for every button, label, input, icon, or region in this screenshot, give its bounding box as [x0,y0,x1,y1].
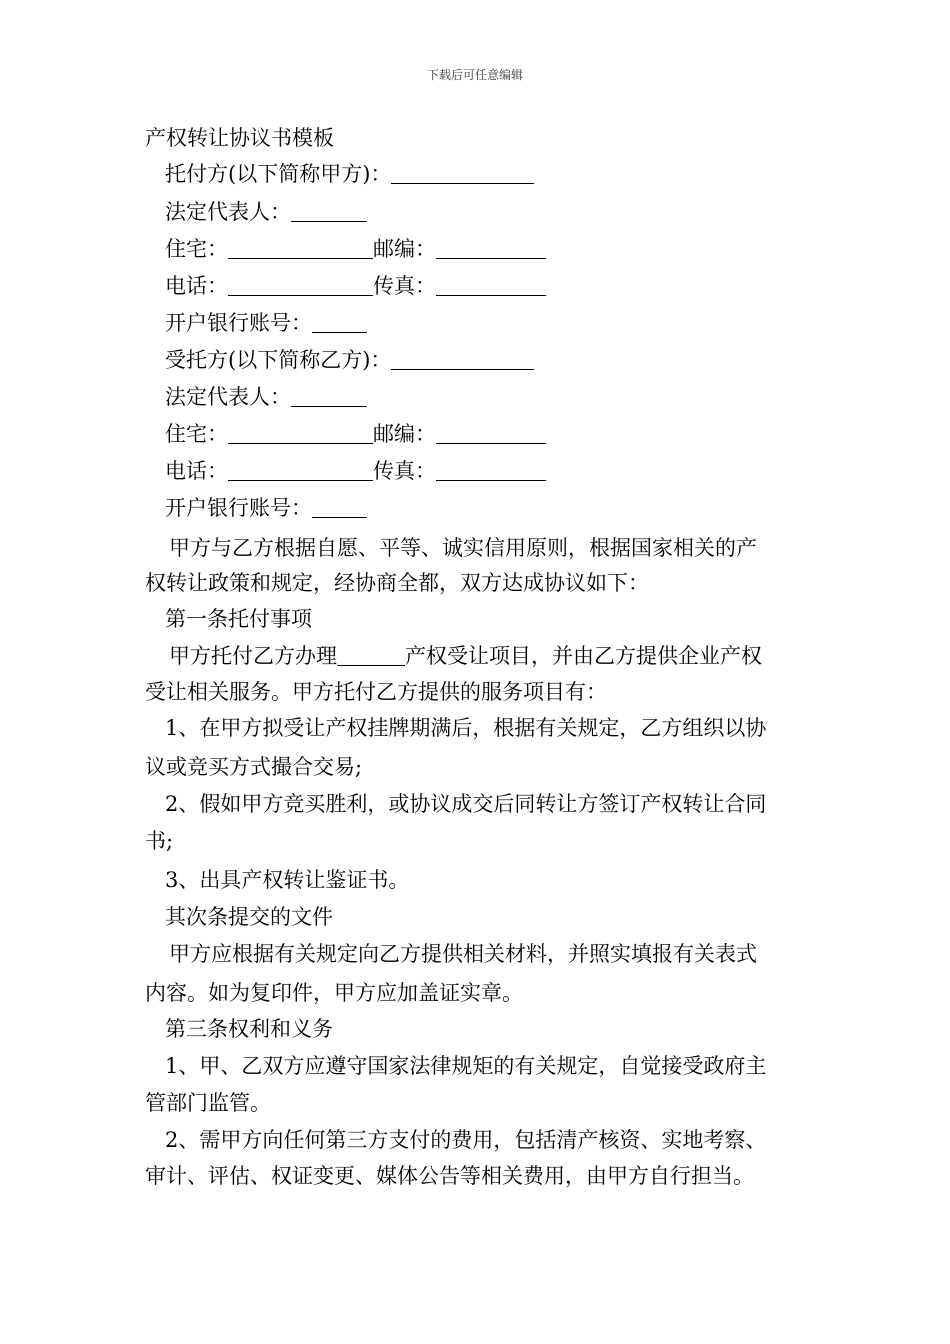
blank-field [436,273,546,296]
intro-line-1: 甲方与乙方根据自愿、平等、诚实信用原则，根据国家相关的产 [169,536,757,560]
article-1-item-3: 3、出具产权转让鉴证书。 [165,868,410,892]
page-header: 下载后可任意编辑 [426,68,523,82]
article-2-para-line-1: 甲方应根据有关规定向乙方提供相关材料，并照实填报有关表式 [169,942,757,966]
party-a-address-line [165,235,830,263]
article-2-heading: 其次条提交的文件 [165,905,333,929]
blank-field [291,384,367,407]
article-1-para-a: 甲方托付乙方办理 [169,644,337,668]
article-1-item-2-line-1: 2、假如甲方竞买胜利，或协议成交后同转让方签订产权转让合同 [165,792,767,816]
blank-field [337,643,405,666]
blank-field [436,236,546,259]
party-b-phone-line [165,457,830,485]
article-1-item-1-line-1: 1、在甲方拟受让产权挂牌期满后，根据有关规定，乙方组织以协 [165,716,767,740]
party-b-address-label: 住宅： [165,422,228,446]
blank-field [291,199,367,222]
article-3-heading: 第三条权利和义务 [165,1017,333,1041]
party-b-postcode-label: 邮编： [373,422,436,446]
party-b-phone-label: 电话： [165,459,228,483]
document-title: 产权转让协议书模板 [145,126,334,150]
blank-field [391,161,534,184]
article-1-para-line-2: 受让相关服务。甲方托付乙方提供的服务项目有： [145,680,607,704]
blank-field [228,236,373,259]
blank-field [312,495,367,518]
article-1-para-line-1 [145,642,810,670]
party-b-rep-label: 法定代表人： [165,385,291,409]
party-a-phone-label: 电话： [165,274,228,298]
party-a-postcode-label: 邮编： [373,237,436,261]
blank-field [228,421,373,444]
party-b-address-line [165,420,830,448]
article-1-para-b: 产权受让项目，并由乙方提供企业产权 [405,644,762,668]
party-b-bank-line [165,494,830,522]
party-a-address-label: 住宅： [165,237,228,261]
blank-field [436,458,546,481]
party-b-name-label: 受托方(以下简称乙方)： [165,348,392,372]
party-a-bank-line [165,309,830,337]
article-1-item-1-line-2: 议或竞买方式撮合交易; [145,755,363,779]
party-a-fax-label: 传真： [373,274,436,298]
blank-field [312,310,367,333]
party-a-name-label: 托付方(以下简称甲方)： [165,162,392,186]
article-2-para-line-2: 内容。如为复印件，甲方应加盖证实章。 [145,981,523,1005]
article-3-item-2-line-2: 审计、评估、权证变更、媒体公告等相关费用，由甲方自行担当。 [145,1164,754,1188]
article-3-item-2-line-1: 2、需甲方向任何第三方支付的费用，包括清产核资、实地考察、 [165,1128,767,1152]
blank-field [228,273,373,296]
article-3-item-1-line-1: 1、甲、乙双方应遵守国家法律规矩的有关规定，自觉接受政府主 [165,1054,767,1078]
party-b-bank-label: 开户银行账号： [165,496,312,520]
party-a-phone-line [165,272,830,300]
blank-field [436,421,546,444]
article-1-item-2-line-2: 书; [145,829,174,853]
blank-field [391,347,534,370]
party-b-rep-line [165,383,830,411]
article-1-heading: 第一条托付事项 [165,607,312,631]
party-a-name-line [165,160,830,188]
party-b-name-line [165,346,830,374]
party-a-rep-label: 法定代表人： [165,200,291,224]
intro-line-2: 权转让政策和规定，经协商全都，双方达成协议如下： [145,571,649,595]
party-a-rep-line [165,198,830,226]
party-b-fax-label: 传真： [373,459,436,483]
blank-field [228,458,373,481]
party-a-bank-label: 开户银行账号： [165,311,312,335]
article-3-item-1-line-2: 管部门监管。 [145,1091,271,1115]
